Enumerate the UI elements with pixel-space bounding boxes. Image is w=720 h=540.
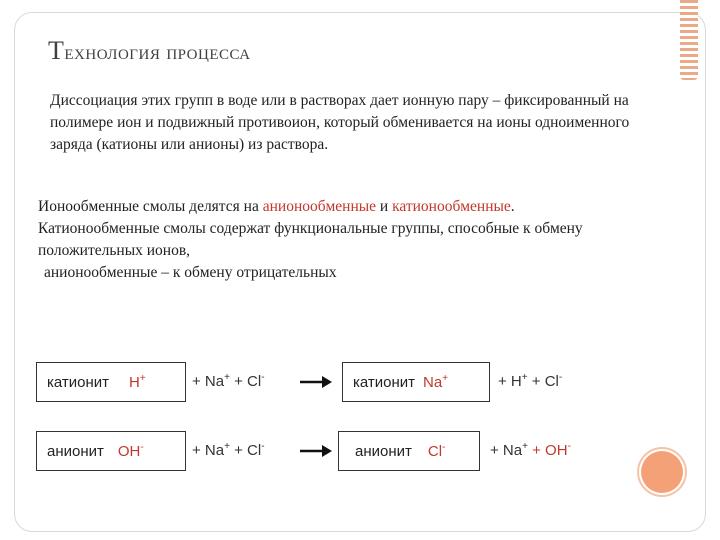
product-resin-box [338, 431, 480, 471]
reaction-arrow [300, 375, 330, 389]
resin-name: анионит [47, 442, 104, 460]
decorative-stripe [680, 0, 698, 80]
resin-name: анионит [355, 442, 412, 460]
exchange-ion: OH- [117, 441, 144, 460]
resin-name: катионит [353, 373, 416, 391]
released-ions: + H+ + Cl- [498, 372, 563, 390]
reaction-arrow [300, 444, 330, 458]
slide-title: Технология процесса [48, 36, 251, 65]
cation-exchange-equation [0, 362, 720, 402]
bound-ion: Na+ [423, 372, 449, 391]
intro-paragraph: Диссоциация этих групп в воде или в растворах дает ионную пару – фиксированный на полимере ион и подвижный противоион, который обменивается на ионы одноименного заряда (катионы или анионы) из раствора. [50, 92, 630, 153]
resin-name: катионит [47, 373, 110, 391]
reactant-resin-box [36, 362, 186, 402]
decorative-circle [641, 451, 683, 493]
product-resin-box [342, 362, 490, 402]
released-ions: + Na+ + OH- [490, 441, 571, 459]
body-paragraph [38, 196, 658, 284]
anion-resin-sentence: анионообменные – к обмену отрицательных [44, 264, 337, 281]
resin-types-sentence: Ионообменные смолы делятся на анионообменные и катионообменные. [38, 198, 515, 215]
reagent-ions: + Na+ + Cl- [192, 441, 265, 459]
exchange-ion: H+ [129, 372, 146, 391]
bound-ion: Cl- [427, 441, 446, 460]
anion-exchange-equation [0, 431, 720, 471]
anion-exchange-term: анионообменные [262, 198, 377, 215]
cation-exchange-term: катионообменные [392, 198, 511, 215]
reagent-ions: + Na+ + Cl- [192, 372, 265, 390]
cation-resin-sentence: Катионообменные смолы содержат функциональные группы, способные к обмену положительных ионов, [38, 220, 583, 259]
reactant-resin-box [36, 431, 186, 471]
